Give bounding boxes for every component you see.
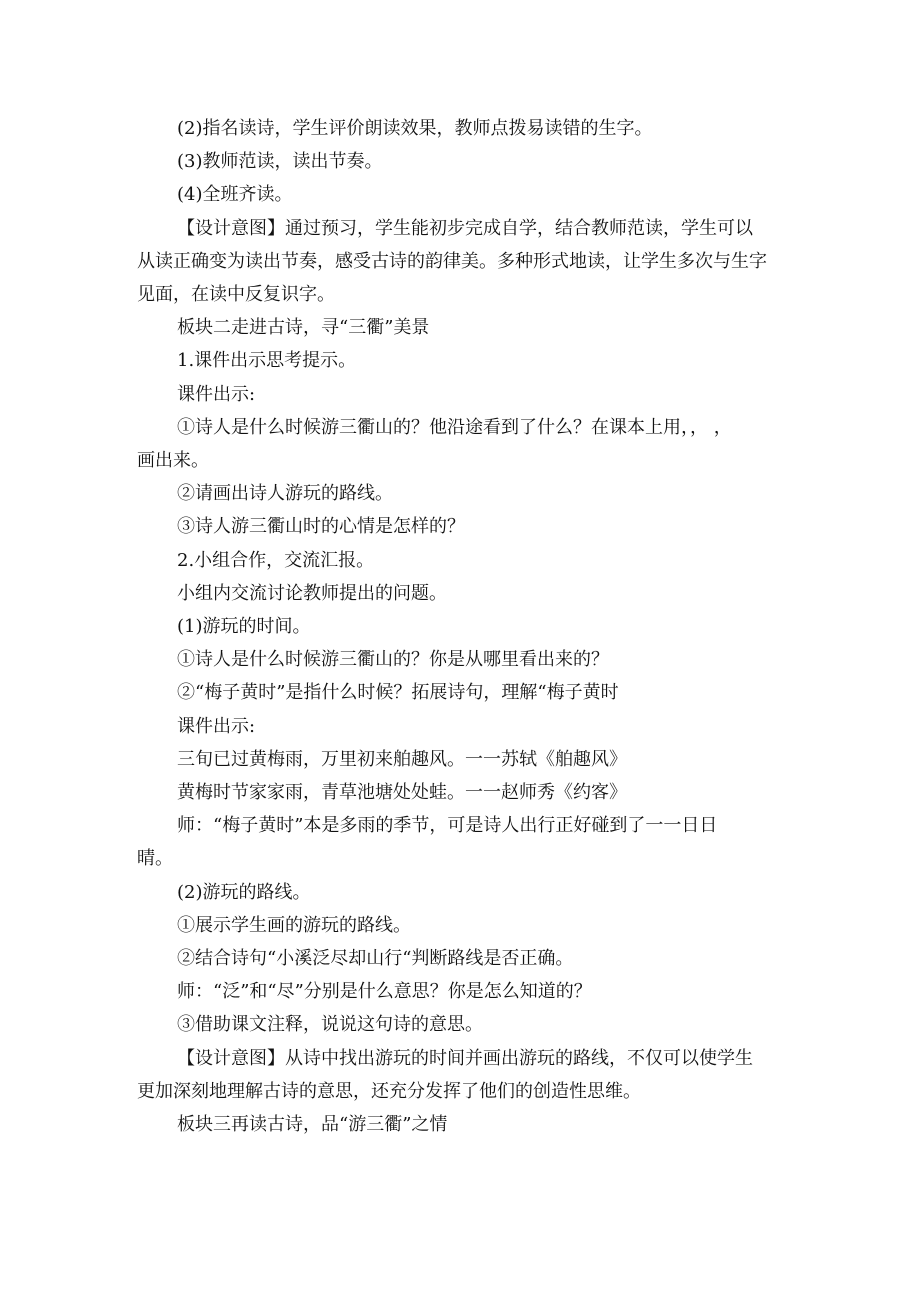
design-intent-line: 【设计意图】从诗中找出游玩的时间并画出游玩的路线，不仅可以使学生: [177, 1047, 753, 1069]
text-line: ①诗人是什么时候游三衢山的？他沿途看到了什么？在课本上用，， ，: [177, 416, 732, 438]
poem-quote-line: 黄梅时节家家雨，青草池塘处处蛙。一一赵师秀《约客》: [177, 782, 627, 804]
text-line: ①展示学生画的游玩的路线。: [177, 914, 411, 936]
text-line: 2.小组合作，交流汇报。: [177, 549, 375, 571]
text-line: 晴。: [137, 848, 173, 870]
text-line: 从读正确变为读出节奏，感受古诗的韵律美。多种形式地读，让学生多次与生字: [137, 250, 767, 272]
text-line: (3)教师范读，读出节奏。: [177, 151, 383, 173]
text-line: (4)全班齐读。: [177, 184, 293, 206]
text-line: (2)指名读诗，学生评价朗读效果，教师点拨易读错的生字。: [177, 118, 653, 139]
text-line: ②结合诗句“小溪泛尽却山行“判断路线是否正确。: [177, 948, 574, 970]
text-line: ①诗人是什么时候游三衢山的？你是从哪里看出来的？: [177, 649, 609, 671]
text-line: 课件出示:: [177, 383, 256, 405]
text-line: (2)游玩的路线。: [177, 881, 311, 903]
section-heading: 板块三再读古诗，品“游三衢”之情: [177, 1114, 448, 1136]
design-intent-line: 【设计意图】通过预习，学生能初步完成自学，结合教师范读，学生可以: [177, 217, 753, 239]
text-line: 画出来。: [137, 450, 209, 472]
section-heading: 板块二走进古诗，寻“三衢”美景: [177, 317, 430, 339]
text-line: 师：“梅子黄时”本是多雨的季节，可是诗人出行正好碰到了一一日日: [177, 815, 718, 837]
text-line: 小组内交流讨论教师提出的问题。: [177, 582, 447, 604]
poem-quote-line: 三旬已过黄梅雨，万里初来舶趣风。一一苏轼《舶趣风》: [177, 748, 627, 770]
text-line: ③诗人游三衢山时的心情是怎样的？: [177, 516, 465, 538]
text-line: 更加深刻地理解古诗的意思，还充分发挥了他们的创造性思维。: [137, 1080, 641, 1102]
text-line: 1.课件出示思考提示。: [177, 350, 357, 372]
text-line: 师：“泛”和“尽”分别是什么意思？你是怎么知道的？: [177, 981, 592, 1003]
text-line: (1)游玩的时间。: [177, 616, 311, 638]
document-body: [137, 112, 787, 1141]
text-line: ③借助课文注释，说说这句诗的意思。: [177, 1014, 483, 1036]
text-line: 见面，在读中反复识字。: [137, 284, 335, 306]
text-line: ②“梅子黄时”是指什么时候？拓展诗句，理解“梅子黄时: [177, 682, 619, 704]
text-line: ②请画出诗人游玩的路线。: [177, 483, 393, 505]
text-line: 课件出示:: [177, 715, 256, 737]
